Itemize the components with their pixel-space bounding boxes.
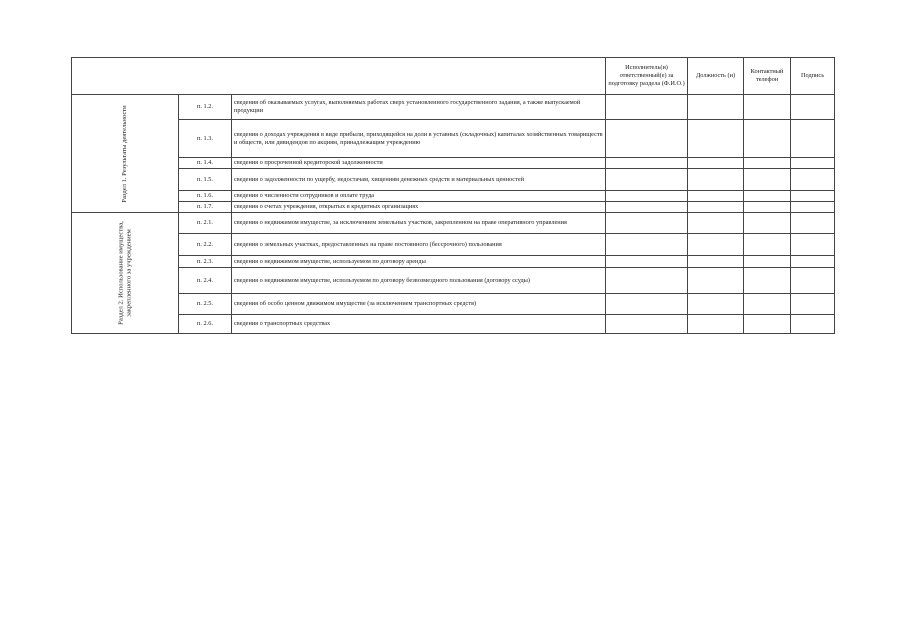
row-description: сведения о недвижимом имуществе, используемом по договору аренды [232, 256, 606, 268]
position-cell[interactable] [688, 202, 744, 213]
table-row [72, 256, 835, 268]
row-description: сведения о транспортных средствах [232, 315, 606, 334]
table-row [72, 191, 835, 202]
phone-cell[interactable] [744, 315, 791, 334]
phone-cell[interactable] [744, 256, 791, 268]
phone-cell[interactable] [744, 213, 791, 234]
position-cell[interactable] [688, 256, 744, 268]
header-blank-cell [72, 58, 606, 95]
table-row [72, 213, 835, 234]
responsibility-table [71, 57, 835, 334]
signature-cell[interactable] [791, 213, 835, 234]
executor-cell[interactable] [606, 169, 688, 191]
signature-cell[interactable] [791, 169, 835, 191]
table-row [72, 158, 835, 169]
row-description: сведения о недвижимом имуществе, за исключением земельных участков, закрепленном на праве оперативного управления [232, 213, 606, 234]
section-1-title: Раздел 1. Результаты деятельности [121, 104, 129, 203]
position-cell[interactable] [688, 294, 744, 315]
header-phone: Контактный телефон [744, 58, 791, 95]
executor-cell[interactable] [606, 234, 688, 256]
table-row [72, 95, 835, 120]
row-number: п. 1.6. [179, 191, 232, 202]
executor-cell[interactable] [606, 120, 688, 158]
position-cell[interactable] [688, 268, 744, 294]
row-number: п. 2.4. [179, 268, 232, 294]
phone-cell[interactable] [744, 294, 791, 315]
position-cell[interactable] [688, 315, 744, 334]
row-description: сведения о задолженности по ущербу, недостачам, хищениям денежных средств и материальных ценностей [232, 169, 606, 191]
position-cell[interactable] [688, 234, 744, 256]
position-cell[interactable] [688, 158, 744, 169]
executor-cell[interactable] [606, 256, 688, 268]
row-number: п. 2.6. [179, 315, 232, 334]
signature-cell[interactable] [791, 234, 835, 256]
executor-cell[interactable] [606, 213, 688, 234]
signature-cell[interactable] [791, 191, 835, 202]
row-number: п. 1.7. [179, 202, 232, 213]
position-cell[interactable] [688, 213, 744, 234]
row-description: сведения об оказываемых услугах, выполняемых работах сверх установленного государственного задания, а также выпускаемой продукции [232, 95, 606, 120]
signature-cell[interactable] [791, 268, 835, 294]
header-executor: Исполнитель(и) ответственный(е) за подготовку раздела (Ф.И.О.) [606, 58, 688, 95]
row-number: п. 2.5. [179, 294, 232, 315]
row-number: п. 1.5. [179, 169, 232, 191]
executor-cell[interactable] [606, 268, 688, 294]
row-description: сведения о доходах учреждения в виде прибыли, приходящейся на доли в уставных (складочных) капиталах хозяйственных товариществ и обществ, или дивидендов по акциям, принадлежащим учреждению [232, 120, 606, 158]
row-description: сведения о земельных участках, предоставленных на праве постоянного (бессрочного) пользования [232, 234, 606, 256]
signature-cell[interactable] [791, 95, 835, 120]
position-cell[interactable] [688, 169, 744, 191]
table-row [72, 169, 835, 191]
section-1-cell [72, 95, 179, 213]
signature-cell[interactable] [791, 202, 835, 213]
executor-cell[interactable] [606, 191, 688, 202]
signature-cell[interactable] [791, 315, 835, 334]
table-row [72, 234, 835, 256]
row-number: п. 2.2. [179, 234, 232, 256]
row-description: сведения о счетах учреждения, открытых в кредитных организациях [232, 202, 606, 213]
executor-cell[interactable] [606, 294, 688, 315]
row-number: п. 1.3. [179, 120, 232, 158]
header-signature: Подпись [791, 58, 835, 95]
section-2-title: Раздел 2. Использование имущества, закрепленного за учреждением [117, 221, 132, 325]
phone-cell[interactable] [744, 95, 791, 120]
position-cell[interactable] [688, 95, 744, 120]
position-cell[interactable] [688, 120, 744, 158]
phone-cell[interactable] [744, 169, 791, 191]
phone-cell[interactable] [744, 202, 791, 213]
table-row [72, 120, 835, 158]
phone-cell[interactable] [744, 191, 791, 202]
table-row [72, 202, 835, 213]
row-description: сведения об особо ценном движимом имуществе (за исключением транспортных средств) [232, 294, 606, 315]
row-description: сведения о численности сотрудников и оплате труда [232, 191, 606, 202]
section-2-cell [72, 213, 179, 334]
table-row [72, 294, 835, 315]
row-number: п. 2.1. [179, 213, 232, 234]
position-cell[interactable] [688, 191, 744, 202]
signature-cell[interactable] [791, 294, 835, 315]
phone-cell[interactable] [744, 268, 791, 294]
header-position: Должность (и) [688, 58, 744, 95]
table-row [72, 315, 835, 334]
signature-cell[interactable] [791, 120, 835, 158]
executor-cell[interactable] [606, 158, 688, 169]
header-row [72, 58, 835, 95]
row-number: п. 1.2. [179, 95, 232, 120]
signature-cell[interactable] [791, 256, 835, 268]
executor-cell[interactable] [606, 95, 688, 120]
row-description: сведения о просроченной кредиторской задолженности [232, 158, 606, 169]
phone-cell[interactable] [744, 158, 791, 169]
phone-cell[interactable] [744, 120, 791, 158]
table-row [72, 268, 835, 294]
row-number: п. 2.3. [179, 256, 232, 268]
signature-cell[interactable] [791, 158, 835, 169]
phone-cell[interactable] [744, 234, 791, 256]
row-description: сведения о недвижимом имуществе, используемом по договору безвозмездного пользования (договору ссуды) [232, 268, 606, 294]
executor-cell[interactable] [606, 202, 688, 213]
executor-cell[interactable] [606, 315, 688, 334]
row-number: п. 1.4. [179, 158, 232, 169]
